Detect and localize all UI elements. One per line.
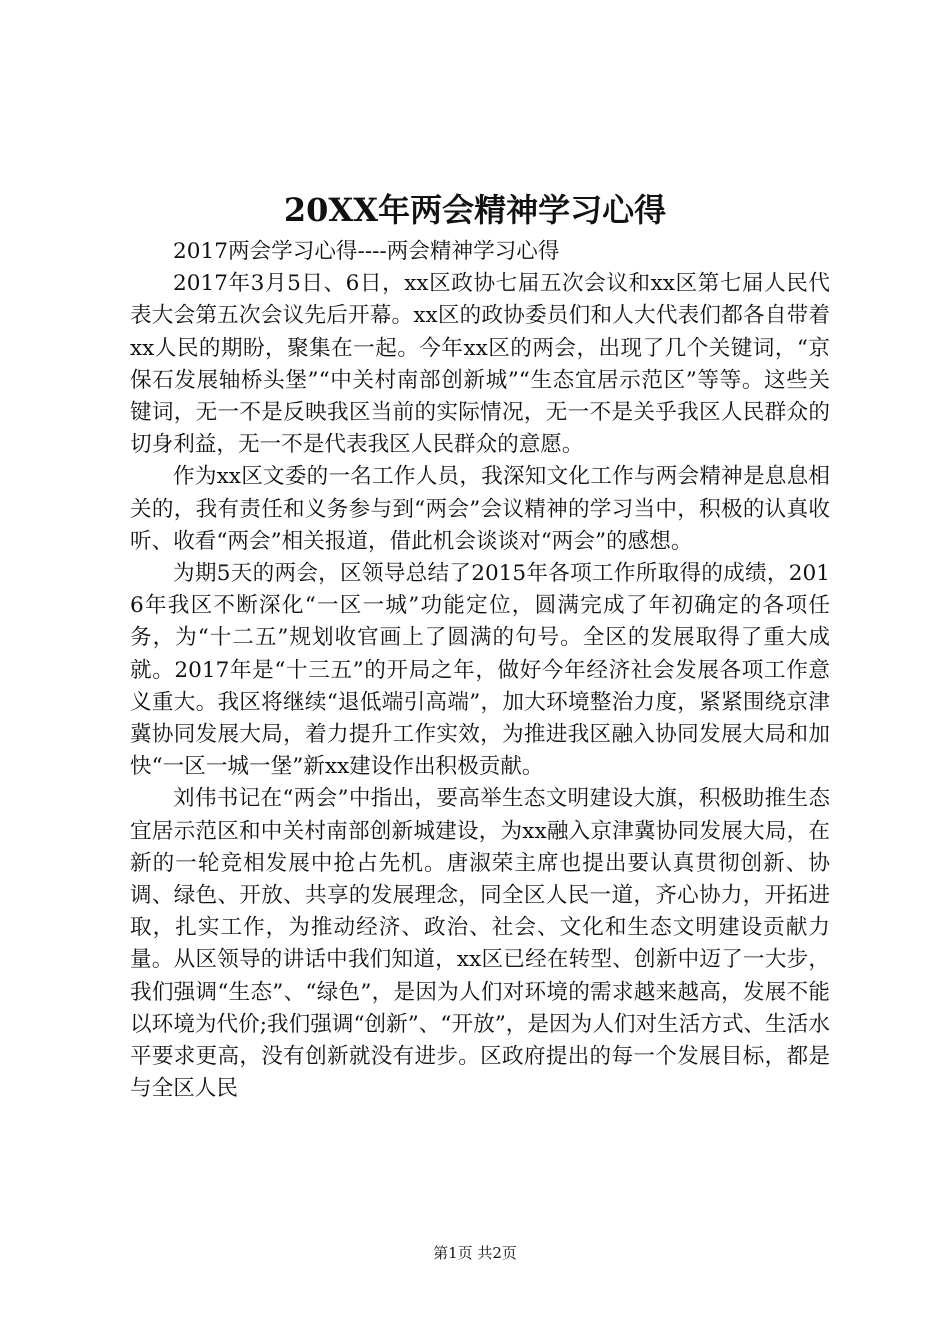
page-footer: 第1页 共2页	[433, 1244, 517, 1262]
paragraph-subtitle: 2017两会学习心得----两会精神学习心得	[173, 239, 560, 264]
document-title: 20XX年两会精神学习心得	[283, 191, 667, 229]
paragraph-3: 为期5天的两会，区领导总结了2015年各项工作所取得的成绩，2016年我区不断深化“一区一城”功能定位，圆满完成了年初确定的各项任务，为“十二五”规划收官画上了圆满的句号。全区的发展取得了重大成就。2017年是“十三五”的开局之年，做好今年经济社会发展各项工作意义重大。我区将继续“退低端引高端”，加大环境整治力度，紧紧围绕京津冀协同发展大局，着力提升工作实效，为推进我区融入协同发展大局和加快“一区一城一堡”新xx建设作出积极贡献。	[130, 561, 830, 780]
document-body	[130, 236, 830, 1105]
paragraph-4: 刘伟书记在“两会”中指出，要高举生态文明建设大旗，积极助推生态宜居示范区和中关村南部创新城建设，为xx融入京津冀协同发展大局，在新的一轮竞相发展中抢占先机。唐淑荣主席也提出要认真贯彻创新、协调、绿色、开放、共享的发展理念，同全区人民一道，齐心协力，开拓进取，扎实工作，为推动经济、政治、社会、文化和生态文明建设贡献力量。从区领导的讲话中我们知道，xx区已经在转型、创新中迈了一大步，我们强调“生态”、“绿色”，是因为人们对环境的需求越来越高，发展不能以环境为代价;我们强调“创新”、“开放”，是因为人们对生活方式、生活水平要求更高，没有创新就没有进步。区政府提出的每一个发展目标，都是与全区人民	[130, 786, 830, 1102]
paragraph-1: 2017年3月5日、6日，xx区政协七届五次会议和xx区第七届人民代表大会第五次会议先后开幕。xx区的政协委员们和人大代表们都各自带着xx人民的期盼，聚集在一起。今年xx区的两会，出现了几个关键词，“京保石发展轴桥头堡”“中关村南部创新城”“生态宜居示范区”等等。这些关键词，无一不是反映我区当前的实际情况，无一不是关乎我区人民群众的切身利益，无一不是代表我区人民群众的意愿。	[130, 271, 830, 458]
paragraph-2: 作为xx区文委的一名工作人员，我深知文化工作与两会精神是息息相关的，我有责任和义务参与到“两会”会议精神的学习当中，积极的认真收听、收看“两会”相关报道，借此机会谈谈对“两会”的感想。	[130, 464, 830, 554]
